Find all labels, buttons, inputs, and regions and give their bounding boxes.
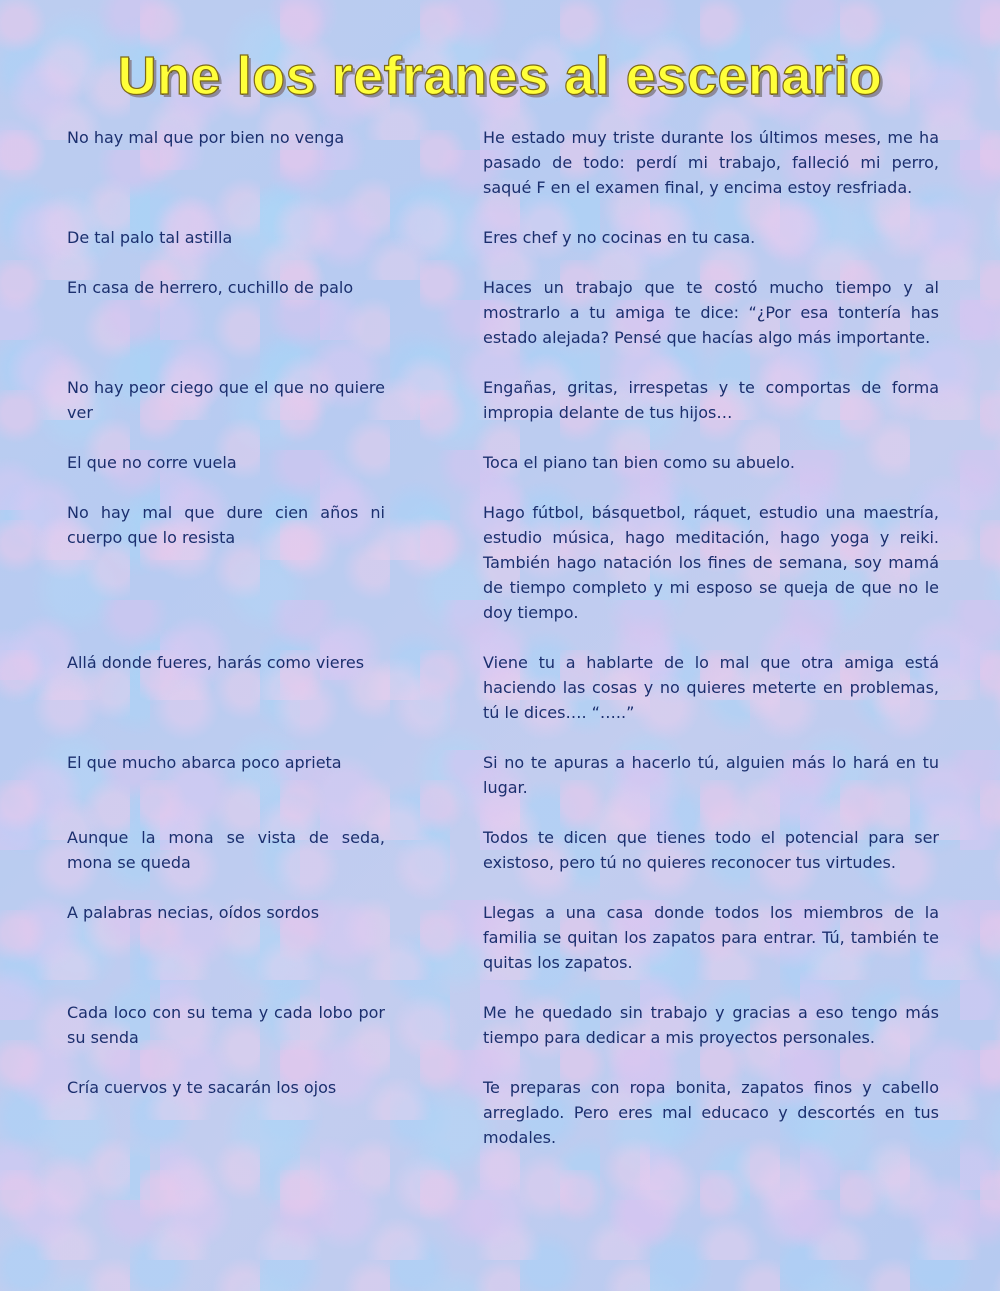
refran-item: Allá donde fueres, harás como vieres: [67, 653, 365, 672]
refran-item: Cada loco con su tema y cada lobo por su senda: [67, 1003, 385, 1047]
match-row: [67, 900, 939, 1000]
match-row: [67, 225, 939, 275]
match-row: [67, 450, 939, 500]
escenario-item: He estado muy triste durante los últimos meses, me ha pasado de todo: perdí mi trabajo, falleció mi perro, saqué F en el examen final, y encima estoy resfriada.: [483, 128, 939, 197]
match-row: [67, 275, 939, 375]
escenario-item: Viene tu a hablarte de lo mal que otra amiga está haciendo las cosas y no quieres meterte en problemas, tú le dices…. “…..”: [483, 653, 939, 722]
match-row: [67, 375, 939, 450]
escenario-item: Me he quedado sin trabajo y gracias a eso tengo más tiempo para dedicar a mis proyectos personales.: [483, 1003, 939, 1047]
escenario-item: Te preparas con ropa bonita, zapatos finos y cabello arreglado. Pero eres mal educaco y descortés en tus modales.: [483, 1078, 939, 1147]
escenario-item: Si no te apuras a hacerlo tú, alguien más lo hará en tu lugar.: [483, 753, 939, 797]
match-row: [67, 125, 939, 225]
refran-item: El que no corre vuela: [67, 453, 237, 472]
escenario-item: Llegas a una casa donde todos los miembros de la familia se quitan los zapatos para entrar. Tú, también te quitas los zapatos.: [483, 903, 939, 972]
refran-item: No hay mal que por bien no venga: [67, 128, 345, 147]
match-row: [67, 1000, 939, 1075]
escenario-item: Todos te dicen que tienes todo el potencial para ser existoso, pero tú no quieres reconocer tus virtudes.: [483, 828, 939, 872]
match-row: [67, 500, 939, 650]
refran-item: Aunque la mona se vista de seda, mona se queda: [67, 828, 385, 872]
escenario-item: Eres chef y no cocinas en tu casa.: [483, 228, 756, 247]
page-title: Une los refranes al escenario: [117, 46, 883, 106]
match-row: [67, 750, 939, 825]
refran-item: De tal palo tal astilla: [67, 228, 233, 247]
refran-item: El que mucho abarca poco aprieta: [67, 753, 342, 772]
match-row: [67, 1075, 939, 1155]
refran-item: A palabras necias, oídos sordos: [67, 903, 320, 922]
matching-list: [67, 125, 939, 1155]
refran-item: No hay mal que dure cien años ni cuerpo que lo resista: [67, 503, 385, 547]
escenario-item: Hago fútbol, básquetbol, ráquet, estudio una maestría, estudio música, hago meditación, hago yoga y reiki. También hago natación los fines de semana, soy mamá de tiempo completo y mi esposo se queja de que no le doy tiempo.: [483, 503, 939, 622]
escenario-item: Haces un trabajo que te costó mucho tiempo y al mostrarlo a tu amiga te dice: “¿Por esa tontería has estado alejada? Pensé que hacías algo más importante.: [483, 278, 939, 347]
match-row: [67, 825, 939, 900]
refran-item: Cría cuervos y te sacarán los ojos: [67, 1078, 337, 1097]
refran-item: En casa de herrero, cuchillo de palo: [67, 278, 354, 297]
refran-item: No hay peor ciego que el que no quiere ver: [67, 378, 385, 422]
match-row: [67, 650, 939, 750]
escenario-item: Engañas, gritas, irrespetas y te comportas de forma impropia delante de tus hijos…: [483, 378, 939, 422]
escenario-item: Toca el piano tan bien como su abuelo.: [483, 453, 795, 472]
